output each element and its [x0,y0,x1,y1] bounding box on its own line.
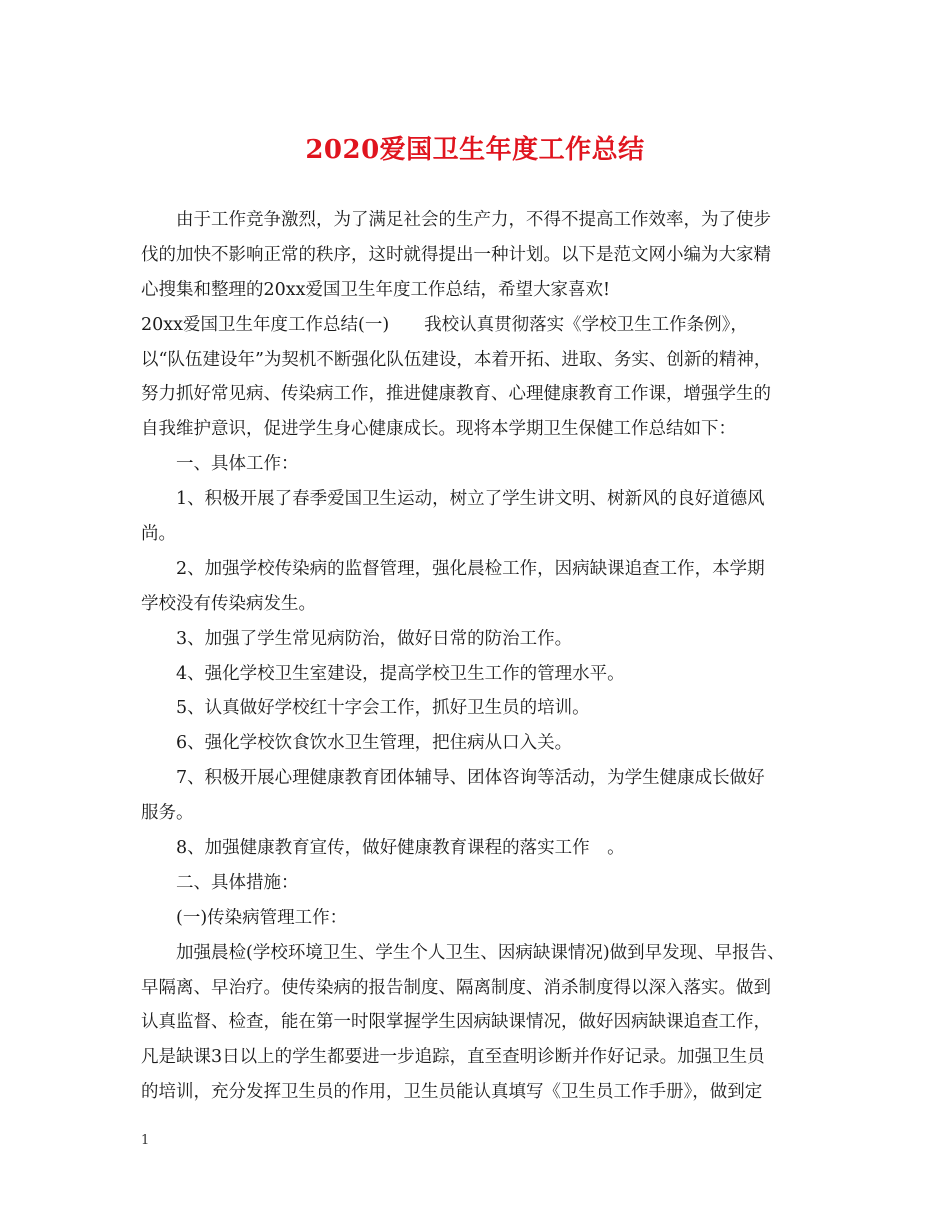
text-line: 20xx爱国卫生年度工作总结(一) 我校认真贯彻落实《学校卫生工作条例》， [141,314,748,335]
page-number: 1 [141,1133,150,1148]
text-line: 早隔离、早治疗。使传染病的报告制度、隔离制度、消杀制度得以深入落实。做到 [141,977,771,998]
text-line: 1、积极开展了春季爱国卫生运动，树立了学生讲文明、树新风的良好道德风 [176,489,765,510]
text-line: 6、强化学校饮食饮水卫生管理，把住病从口入关。 [176,733,573,754]
text-line: 7、积极开展心理健康教育团体辅导、团体咨询等活动，为学生健康成长做好 [176,768,765,789]
text-line: 由于工作竞争激烈，为了满足社会的生产力，不得不提高工作效率，为了使步 [176,210,771,230]
text-line: 二、具体措施： [176,872,299,893]
text-line: 服务。 [141,803,194,824]
text-line: 5、认真做好学校红十字会工作，抓好卫生员的培训。 [176,698,590,719]
text-line: 以“队伍建设年”为契机不断强化队伍建设，本着开拓、进取、务实、创新的精神， [141,349,772,370]
text-line: (一)传染病管理工作： [176,907,348,928]
text-line: 2、加强学校传染病的监督管理，强化晨检工作，因病缺课追查工作，本学期 [176,558,765,579]
text-line: 认真监督、检查，能在第一时限掌握学生因病缺课情况，做好因病缺课追查工作， [141,1012,771,1033]
text-line: 尚。 [141,524,176,545]
text-line: 自我维护意识，促进学生身心健康成长。现将本学期卫生保健工作总结如下： [141,419,736,440]
text-line: 的培训，充分发挥卫生员的作用，卫生员能认真填写《卫生员工作手册》，做到定 [141,1082,763,1103]
text-line: 4、强化学校卫生室建设，提高学校卫生工作的管理水平。 [176,663,625,684]
text-line: 努力抓好常见病、传染病工作，推进健康教育、心理健康教育工作课，增强学生的 [141,384,771,405]
text-line: 凡是缺课3日以上的学生都要进一步追踪，直至查明诊断并作好记录。加强卫生员 [141,1047,765,1068]
document-title: 2020爱国卫生年度工作总结 [305,135,645,165]
text-line: 3、加强了学生常见病防治，做好日常的防治工作。 [176,628,573,649]
text-line: 一、具体工作： [176,454,299,475]
text-line: 学校没有传染病发生。 [141,593,316,614]
text-line: 8、加强健康教育宣传，做好健康教育课程的落实工作 。 [176,838,625,859]
document-body [141,203,841,1110]
text-line: 加强晨检(学校环境卫生、学生个人卫生、因病缺课情况)做到早发现、早报告、 [176,942,785,963]
text-line: 心搜集和整理的20xx爱国卫生年度工作总结，希望大家喜欢! [141,279,611,300]
text-line: 伐的加快不影响正常的秩序，这时就得提出一种计划。以下是范文网小编为大家精 [141,244,771,265]
